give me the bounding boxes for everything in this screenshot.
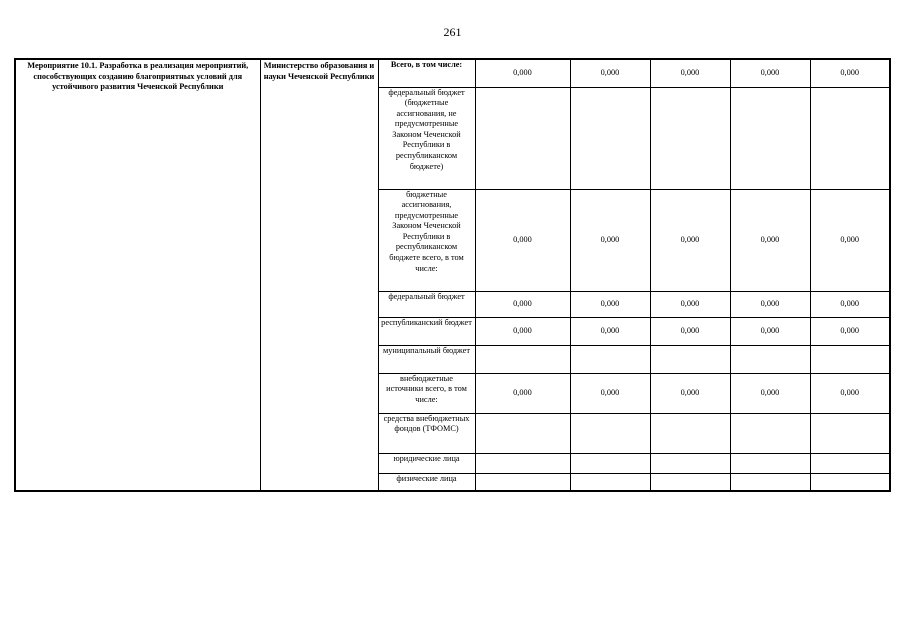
funding-value-cell bbox=[650, 473, 730, 491]
funding-value-cell: 0,000 bbox=[730, 317, 810, 345]
funding-value-cell: 0,000 bbox=[570, 59, 650, 87]
funding-value-cell bbox=[650, 453, 730, 473]
funding-source-label: физические лица bbox=[378, 473, 475, 491]
funding-value-cell bbox=[475, 87, 570, 189]
funding-value-cell: 0,000 bbox=[570, 291, 650, 317]
budget-table bbox=[14, 58, 891, 492]
funding-value-cell bbox=[810, 413, 890, 453]
funding-value-cell: 0,000 bbox=[475, 59, 570, 87]
funding-source-label: Всего, в том числе: bbox=[378, 59, 475, 87]
funding-value-cell: 0,000 bbox=[570, 189, 650, 291]
funding-value-cell: 0,000 bbox=[810, 373, 890, 413]
funding-value-cell: 0,000 bbox=[810, 59, 890, 87]
funding-value-cell bbox=[730, 453, 810, 473]
funding-value-cell bbox=[810, 87, 890, 189]
funding-value-cell bbox=[730, 87, 810, 189]
funding-value-cell: 0,000 bbox=[810, 317, 890, 345]
funding-source-label: бюджетные ассигнования, предусмотренные Законом Чеченской Республики в республиканском бюджете всего, в том числе: bbox=[378, 189, 475, 291]
funding-value-cell: 0,000 bbox=[650, 373, 730, 413]
funding-value-cell bbox=[650, 345, 730, 373]
funding-value-cell bbox=[475, 345, 570, 373]
funding-value-cell: 0,000 bbox=[650, 317, 730, 345]
funding-source-label: юридические лица bbox=[378, 453, 475, 473]
funding-value-cell: 0,000 bbox=[475, 373, 570, 413]
funding-source-label: внебюджетные источники всего, в том числе: bbox=[378, 373, 475, 413]
responsible-organization: Министерство образования и науки Чеченской Республики bbox=[260, 59, 378, 491]
page-number: 261 bbox=[443, 25, 462, 39]
funding-value-cell: 0,000 bbox=[570, 373, 650, 413]
table-body bbox=[15, 59, 890, 491]
event-description: Мероприятие 10.1. Разработка в реализация мероприятий, способствующих созданию благоприятных условий для устойчивого развития Чеченской Республики bbox=[15, 59, 260, 491]
funding-value-cell bbox=[810, 473, 890, 491]
funding-value-cell bbox=[730, 473, 810, 491]
funding-value-cell bbox=[810, 453, 890, 473]
funding-source-label: средства внебюджетных фондов (ТФОМС) bbox=[378, 413, 475, 453]
funding-value-cell bbox=[570, 345, 650, 373]
funding-value-cell: 0,000 bbox=[810, 291, 890, 317]
funding-value-cell bbox=[570, 453, 650, 473]
funding-value-cell bbox=[650, 413, 730, 453]
funding-source-label: федеральный бюджет (бюджетные ассигнования, не предусмотренные Законом Чеченской Республики в республиканском бюджете) bbox=[378, 87, 475, 189]
funding-value-cell: 0,000 bbox=[650, 291, 730, 317]
funding-source-label: республиканский бюджет bbox=[378, 317, 475, 345]
funding-value-cell bbox=[730, 413, 810, 453]
funding-source-label: федеральный бюджет bbox=[378, 291, 475, 317]
funding-value-cell: 0,000 bbox=[650, 189, 730, 291]
funding-value-cell: 0,000 bbox=[475, 291, 570, 317]
funding-value-cell bbox=[570, 413, 650, 453]
funding-value-cell: 0,000 bbox=[730, 291, 810, 317]
funding-source-label: муниципальный бюджет bbox=[378, 345, 475, 373]
funding-value-cell bbox=[570, 473, 650, 491]
funding-value-cell bbox=[810, 345, 890, 373]
funding-value-cell: 0,000 bbox=[650, 59, 730, 87]
funding-value-cell: 0,000 bbox=[810, 189, 890, 291]
funding-value-cell: 0,000 bbox=[730, 59, 810, 87]
funding-value-cell: 0,000 bbox=[475, 189, 570, 291]
table-row bbox=[15, 59, 890, 87]
funding-value-cell bbox=[475, 453, 570, 473]
funding-value-cell bbox=[570, 87, 650, 189]
funding-value-cell bbox=[475, 473, 570, 491]
funding-value-cell bbox=[650, 87, 730, 189]
funding-value-cell: 0,000 bbox=[570, 317, 650, 345]
funding-value-cell: 0,000 bbox=[730, 189, 810, 291]
funding-value-cell: 0,000 bbox=[730, 373, 810, 413]
funding-value-cell bbox=[475, 413, 570, 453]
funding-value-cell: 0,000 bbox=[475, 317, 570, 345]
funding-value-cell bbox=[730, 345, 810, 373]
